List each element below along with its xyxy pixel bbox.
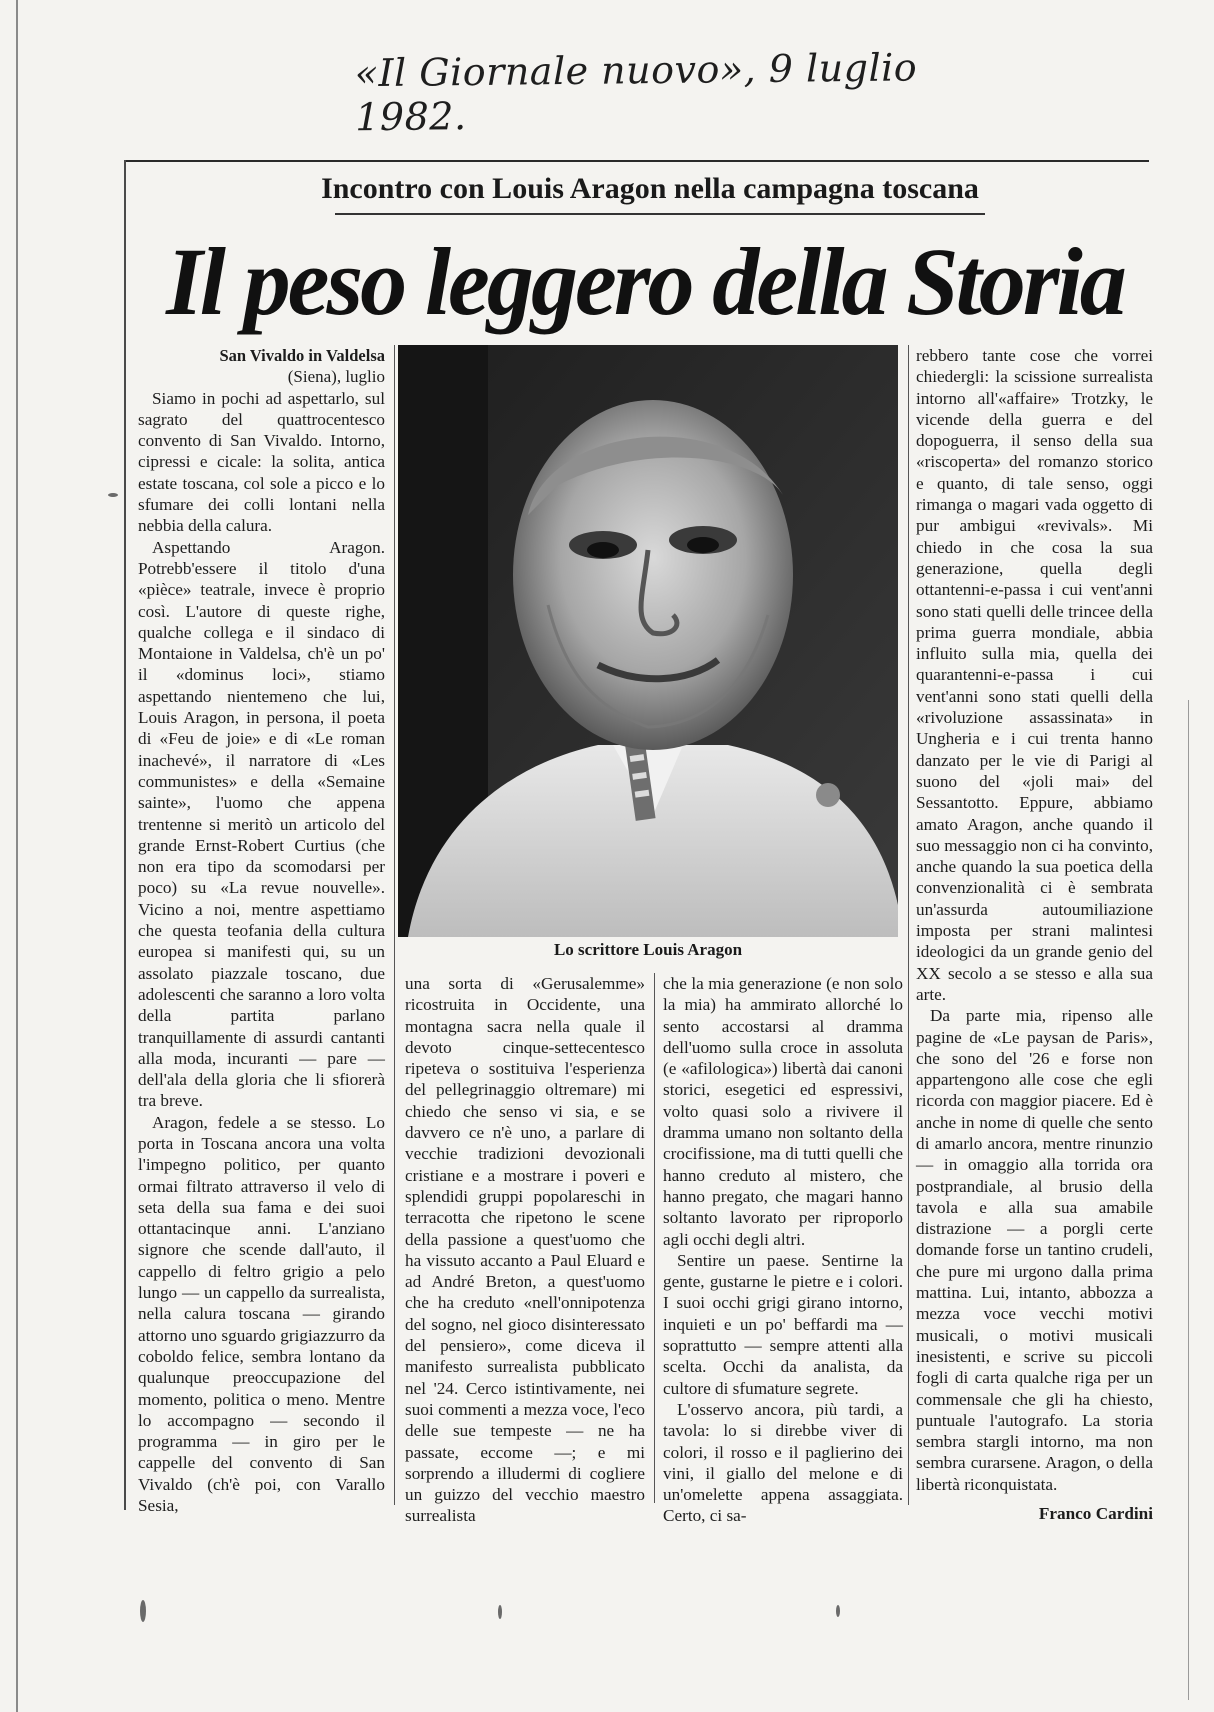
column-divider	[908, 345, 909, 1505]
scan-speck	[498, 1605, 502, 1619]
paragraph: Aspettando Aragon. Potrebb'essere il titolo d'una «pièce» teatrale, invece è proprio così. L'autore di queste righe, qualche collega e il sindaco di Montaione in Valdelsa, ch'è un po' il «dominus loci», stiamo aspettando nientemeno che lui, Louis Aragon, in persona, il poeta di «Feu de joie» e di «Le roman inachevé», il narratore di «Les communistes» e della «Semaine sainte», l'uomo che appena trentenne si meritò un articolo del grande Ernst-Robert Curtius (che non era tipo da scomodarsi per poco) su «La revue nouvelle». Vicino a noi, mentre aspettiamo che questa teofania della cultura europea si manifesti qui, su un assolato piazzale toscano, due adolescenti che saranno a loro volta della partita parlano tranquillamente di assurdi cantanti alla moda, incuranti — pare — dell'ala della gloria che li sfiorerà tra breve.	[138, 537, 385, 1111]
article-kicker: Incontro con Louis Aragon nella campagna toscana	[321, 172, 979, 205]
paragraph: rebbero tante cose che vorrei chiedergli: la scissione surrealista intorno all'«affaire» Trotzky, le vicende della guerra e del dopoguerra, il senso della sua «riscoperta» del romanzo storico e quanto, di tale senso, oggi rimanga o magari vada oggetto di pur ambigui «revivals». Mi chiedo in che cosa la sua generazione, quella degli ottantenni-e-passa i cui vent'anni sono stati quelli delle trincee della prima guerra mondiale, abbia influito sulla mia, quella dei quarantenni-e-passa i cui vent'anni sono stati quelli della «rivoluzione assassinata» in Ungheria e i cui trenta hanno danzato per le vie di Parigi al suono del «joli mai» del Sessantotto. Eppure, abbiamo amato Aragon, anche quando il suo messaggio non ci ha convinto, anche quando la sua poetica della convenzionalità ci è sembrata un'assurda autoumiliazione imposta per strani malintesi ideologici da un grande genio del XX secolo a se stesso e alla sua arte.	[916, 346, 1153, 1004]
scan-speck	[836, 1605, 840, 1617]
paragraph: Da parte mia, ripenso alle pagine de «Le paysan de Paris», che sono del '26 e forse non appartengono alle cose che egli ricorda con maggior piacere. Ed è anche in nome di quelle che sento di amarlo ancora, mentre rinunzio — in omaggio alla torrida ora postprandiale, al brusio della tavola e alla sua amabile distrazione — a porgli certe domande forse un tantino crudeli, che pure mi urgono dalla prima mattina. Lui, intanto, abbozza a mezza voce vecchi motivi musicali, o motivi musicali inesistenti, e scrive su piccoli fogli di carta qualche riga per un commensale che gli ha chiesto, puntuale l'autografo. La storia sembra stargli intorno, ma non sembra curarsene. Aragon, o della libertà riconquistata.	[916, 1006, 1153, 1494]
article-column-2	[405, 973, 645, 1527]
kicker-underline	[335, 213, 985, 215]
article-headline: Il peso leggero della Storia	[166, 228, 1124, 335]
article-column-3	[663, 973, 903, 1527]
paragraph: che la mia generazione (e non solo la mia) ha ammirato allorché lo sento accostarsi al dramma dell'uomo sulla croce in assoluta (e «afilologica») libertà dai canoni storici, esegetici ed espressivi, volto quasi solo a rivivere il dramma umano non soltanto della crocifissione, ma di tutti quelli che hanno creduto al mistero, che hanno pregato, che magari hanno soltanto lavorato per riproporlo agli occhi degli altri.	[663, 974, 903, 1249]
top-rule	[124, 160, 1149, 162]
paragraph: L'osservo ancora, più tardi, a tavola: lo si direbbe viver di colori, il rosso e il paglierino dei vini, il giallo del melone e di un'omelette appena assaggiata. Certo, ci sa-	[663, 1399, 903, 1526]
dateline	[138, 345, 385, 388]
author-photo	[398, 345, 898, 937]
photo-caption: Lo scrittore Louis Aragon	[553, 940, 743, 959]
scan-fold-line	[16, 0, 18, 1712]
paragraph: Aragon, fedele a se stesso. Lo porta in Toscana ancora una volta l'impegno politico, per quanto ormai filtrato attraverso il velo di seta della sua fama e dei suoi ottantacinque anni. L'anziano signore che scende dall'auto, il cappello di feltro grigio a pelo lungo — un cappello da surrealista, nella calura toscana — girando attorno uno sguardo grigiazzurro da coboldo felice, sembra lontano da qualunque preoccupazione del momento, politica o meno. Mentre lo accompagno — secondo il programma — in giro per le cappelle del convento di San Vivaldo (ch'è poi, con Varallo Sesia,	[138, 1112, 385, 1516]
dateline-place: San Vivaldo in Valdelsa	[219, 346, 385, 365]
dateline-rest: (Siena), luglio	[287, 367, 385, 387]
column-divider	[654, 973, 655, 1503]
left-rule	[124, 160, 126, 1510]
column-divider	[394, 345, 395, 1505]
article-column-4	[916, 345, 1153, 1524]
scan-edge-line	[1188, 700, 1189, 1700]
paragraph: Siamo in pochi ad aspettarlo, sul sagrato del quattrocentesco convento di San Vivaldo. Intorno, cipressi e cicale: la solita, antica estate toscana, col sole a picco e lo sfumare dei colli lontani nella nebbia della calura.	[138, 388, 385, 536]
handwritten-note: «Il Giornale nuovo», 9 luglio 1982.	[354, 45, 918, 140]
author-byline: Franco Cardini	[1038, 1504, 1153, 1524]
portrait-image	[398, 345, 898, 937]
scan-speck	[140, 1600, 146, 1622]
scan-speck	[108, 493, 118, 497]
article-column-1	[138, 345, 385, 1516]
paragraph: una sorta di «Gerusalemme» ricostruita in Occidente, una montagna sacra nella quale il devoto cinque-settecentesco ripeteva o sostituiva l'esperienza del pellegrinaggio oltremare) mi chiedo che senso vi sia, e se davvero ce n'è uno, a parlare di vecchie tradizioni devozionali cristiane e a mostrare i poveri e splendidi gruppi popolareschi in terracotta che ripetono le scene della passione a quest'uomo che ha vissuto accanto a Paul Eluard e ad André Breton, a quest'uomo che ha creduto «nell'onnipotenza del sogno, nel gioco disinteressato del pensiero», come diceva il manifesto surrealista pubblicato nel '24. Cerco istintivamente, nei suoi commenti a mezza voce, l'eco delle sue tempeste — ne ha passate, eccome —; e mi sorprendo a illudermi di cogliere un guizzo del vecchio maestro surrealista	[405, 974, 645, 1526]
paragraph: Sentire un paese. Sentirne la gente, gustarne le pietre e i colori. I suoi occhi grigi girano intorno, inquieti e un po' beffardi ma — soprattutto — sempre attenti alla scelta. Occhi da analista, da cultore di sfumature segrete.	[663, 1250, 903, 1398]
